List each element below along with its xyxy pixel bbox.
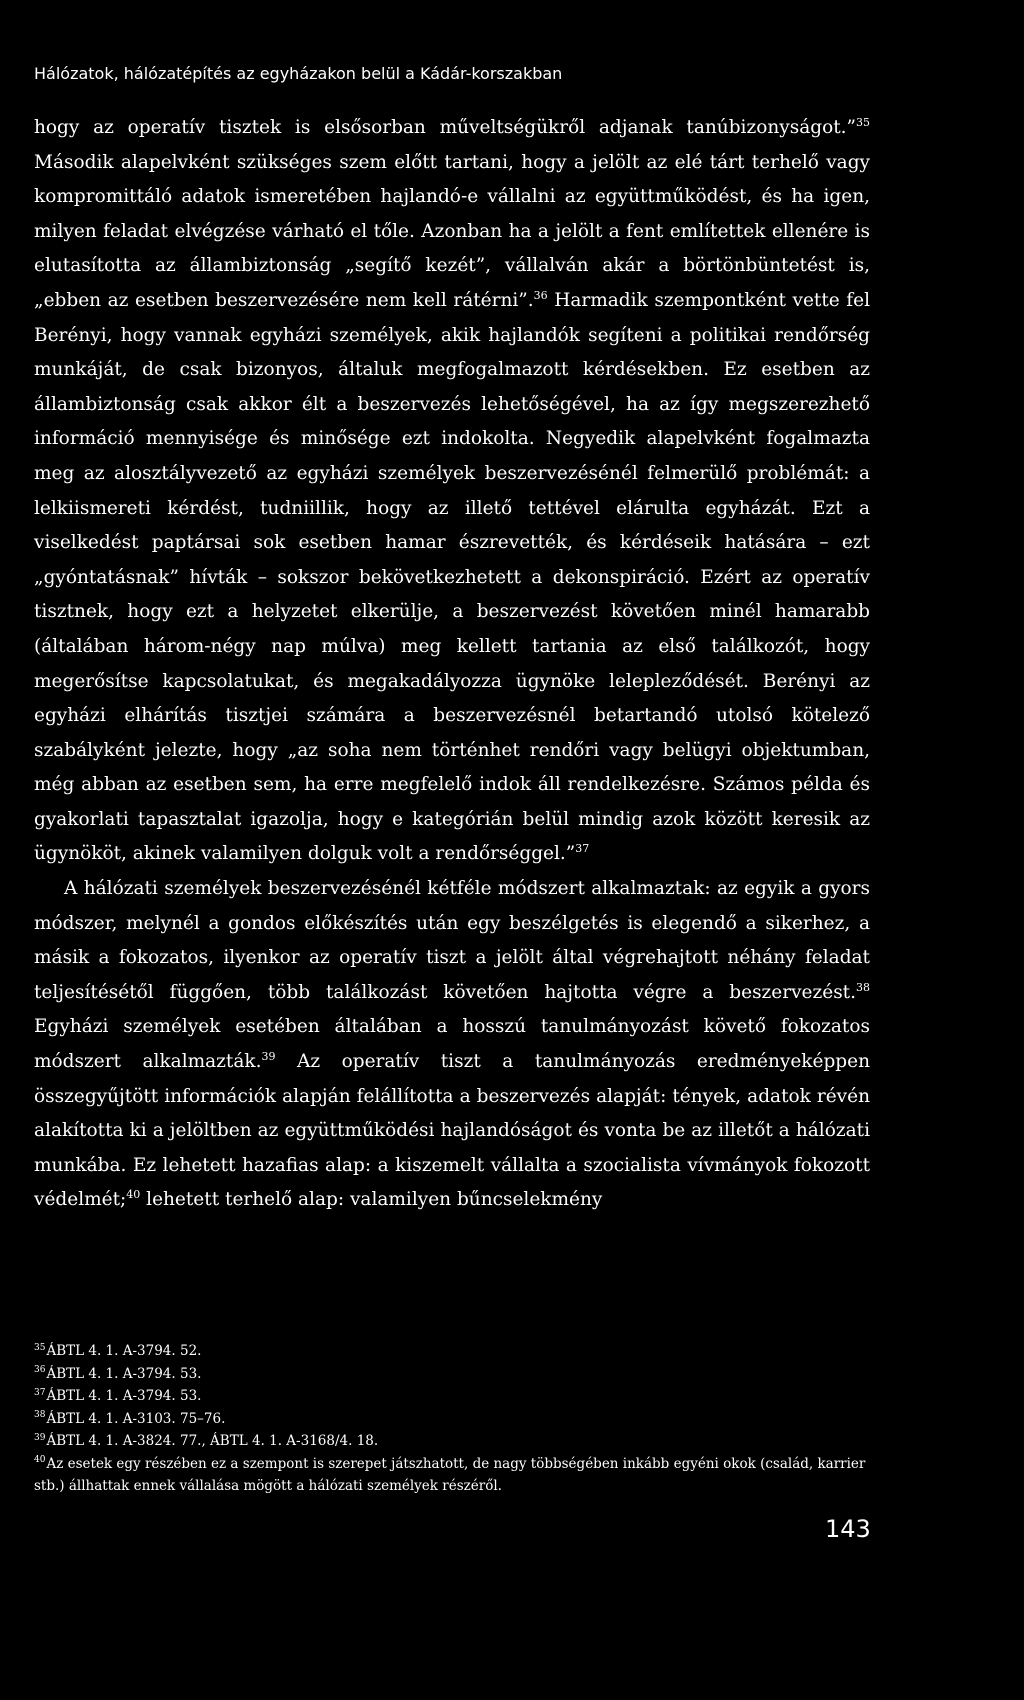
- paragraph-1-text-a: hogy az operatív tisztek is elsősorban műveltségükről adjanak tanúbizonyságot.”: [34, 117, 856, 138]
- footnote-ref-37[interactable]: 37: [575, 842, 590, 856]
- paragraph-2: [34, 872, 870, 1218]
- footnote-text: ÁBTL 4. 1. A-3794. 52.: [46, 1343, 202, 1359]
- paragraph-1-text-c: Harmadik szempontként vette fel Berényi, hogy vannak egyházi személyek, akik hajlandók segíteni a politikai rendőrség munkáját, de csak bizonyos, általuk megfogalmazott kérdésekben. Ez esetben az állambiztonság csak akkor élt a beszervezés lehetőségével, ha az így megszerezhető információ mennyisége és minősége ezt indokolta. Negyedik alapelvként fogalmazta meg az alosztályvezető az egyházi személyek beszervezésénél felmerülő problémát: a lelkiismereti kérdést, tudniillik, hogy az illető tettével elárulta egyházát. Ezt a viselkedést paptársai sok esetben hamar észrevették, és kérdéseik hatására – ezt „gyóntatásnak” hívták – sokszor bekövetkezhetett a dekonspiráció. Ezért az operatív tisztnek, hogy ezt a helyzetet elkerülje, a beszervezést követően minél hamarabb (általában három-négy nap múlva) meg kellett tartania az első találkozót, hogy megerősítse kapcsolatukat, és megakadályozza ügynöke lelepleződését. Berényi az egyházi elhárítás tisztjei számára a beszervezésnél betartandó utolsó kötelező szabályként jelezte, hogy „az soha nem történhet rendőri vagy belügyi objektumban, még abban az esetben sem, ha erre megfelelő indok áll rendelkezésre. Számos példa és gyakorlati tapasztalat igazolja, hogy e kategórián belül mindig azok között keresik az ügynököt, akinek valamilyen dolguk volt a rendőrséggel.”: [34, 289, 870, 865]
- paragraph-1-text-b: Második alapelvként szükséges szem előtt tartani, hogy a jelölt az elé tárt terhelő vagy kompromittáló adatok ismeretében hajlandó-e vállalni az együttműködést, és ha igen, milyen feladat elvégzése várható el tőle. Azonban ha a jelölt a fent említettek ellenére is elutasította az állambiztonság „segítő kezét”, vállalván akár a börtönbüntetést is, „ebben az esetben beszervezésére nem kell rátérni”.: [34, 151, 870, 311]
- page-number: 143: [825, 1515, 871, 1543]
- paragraph-2-text-a: A hálózati személyek beszervezésénél kétféle módszert alkalmaztak: az egyik a gyors módszer, melynél a gondos előkészítés után egy beszélgetés is elegendő a sikerhez, a másik a fokozatos, ilyenkor az operatív tiszt a jelölt által végrehajtott néhány feladat teljesítésétől függően, több találkozást követően hajtotta végre a beszervezést.: [34, 878, 870, 1003]
- footnote-text: ÁBTL 4. 1. A-3794. 53.: [46, 1365, 202, 1382]
- footnote-35: [34, 1340, 870, 1363]
- footnote-text: ÁBTL 4. 1. A-3794. 53.: [46, 1388, 202, 1404]
- footnote-38: [34, 1408, 870, 1431]
- paragraph-2-text-c: Az operatív tiszt a tanulmányozás eredményeképpen összegyűjtött információk alapján felállította a beszervezés alapját: tények, adatok révén alakította ki a jelöltben az együttműködési hajlandóságot és vonta be az illetőt a hálózati munkába. Ez lehetett hazafias alap: a kiszemelt vállalta a szocialista vívmányok fokozott védelmét;: [34, 1051, 870, 1211]
- footnote-ref-36[interactable]: 36: [533, 288, 548, 302]
- paragraph-1: [34, 111, 870, 872]
- footnote-text: ÁBTL 4. 1. A-3824. 77., ÁBTL 4. 1. A-3168/4. 18.: [46, 1433, 379, 1449]
- footnote-text: Az esetek egy részében ez a szempont is szerepet játszhatott, de nagy többségében inkább egyéni okok (család, karrier stb.) állhattak ennek vállalása mögött a hálózati személyek részéről.: [34, 1455, 866, 1494]
- footnote-number: 35: [34, 1342, 46, 1353]
- footnote-number: 36: [34, 1365, 46, 1375]
- footnote-ref-39[interactable]: 39: [261, 1049, 276, 1063]
- footnote-ref-38[interactable]: 38: [856, 980, 870, 994]
- running-head: Hálózatok, hálózatépítés az egyházakon belül a Kádár-korszakban: [34, 64, 563, 83]
- footnote-text: ÁBTL 4. 1. A-3103. 75–76.: [46, 1410, 226, 1427]
- footnote-number: 37: [34, 1387, 46, 1398]
- footnote-number: 40: [34, 1455, 46, 1465]
- footnote-number: 38: [34, 1410, 46, 1420]
- footnote-ref-40[interactable]: 40: [126, 1188, 141, 1202]
- paragraph-2-text-d: lehetett terhelő alap: valamilyen bűncselekmény: [140, 1189, 603, 1211]
- footnote-39: [34, 1430, 870, 1453]
- footnote-number: 39: [34, 1432, 46, 1443]
- footnotes: [34, 1340, 870, 1498]
- paragraph-2-text-b: Egyházi személyek esetében általában a hosszú tanulmányozást követő fokozatos módszert alkalmazták.: [34, 1016, 870, 1073]
- main-text: [34, 111, 870, 1218]
- footnote-36: [34, 1363, 870, 1386]
- footnote-37: [34, 1385, 870, 1408]
- footnote-ref-35[interactable]: 35: [856, 115, 870, 129]
- footnote-40: [34, 1453, 870, 1498]
